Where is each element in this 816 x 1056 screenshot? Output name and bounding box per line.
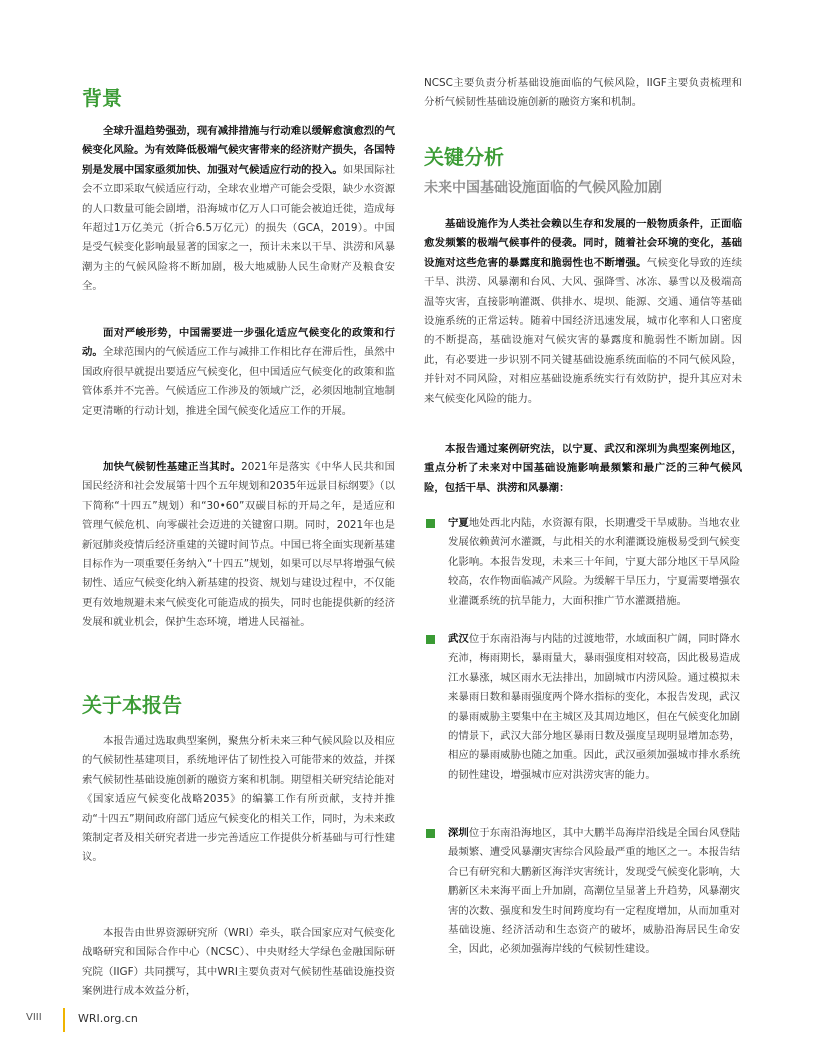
bullet-body: 位于东南沿海地区，其中大鹏半岛海岸沿线是全国台风登陆最频繁、遭受风暴潮灾害综合风险最严重的地区之一。本报告结合已有研究和大鹏新区海洋灾害统计，发现受气候变化影响，大鹏新区未来海平面上升加剧，高潮位呈显著上升趋势，风暴潮灾害的次数、强度和发生时间跨度均有一定程度增加，从而加重对基础设施、经济活动和生态资产的破坏，威胁沿海居民生命安全，因此，必须加强海岸线的气候韧性建设。 <box>448 827 741 956</box>
key-analysis-heading: 关键分析 <box>424 145 504 169</box>
about-report-heading: 关于本报告 <box>82 693 182 717</box>
bullet-text <box>448 630 740 785</box>
analysis-paragraph-1 <box>424 215 742 409</box>
page-number: VIII <box>26 1012 42 1023</box>
bullet-square-icon <box>426 635 435 644</box>
website-link[interactable]: WRI.org.cn <box>78 1012 138 1025</box>
about-paragraph-2: 本报告由世界资源研究所（WRI）牵头，联合国家应对气候变化战略研究和国际合作中心（NCSC）、中央财经大学绿色金融国际研究院（IIGF）共同撰写，其中WRI主要负责对气候韧性基础设施投资案例进行成本效益分析， <box>82 927 395 998</box>
analysis-paragraph-2 <box>424 440 742 498</box>
paragraph-body: 全球范围内的气候适应工作与减排工作相比存在滞后性，虽然中国政府很早就提出要适应气候变化，但中国适应气候变化的政策和监管体系并不完善。气候适应工作涉及的领域广泛，必须因地制宜地制定更清晰的行动计划，推进全国气候变化适应工作的开展。 <box>82 346 396 417</box>
footer-divider <box>63 1008 65 1032</box>
bullet-body: 位于东南沿海与内陆的过渡地带，水域面积广阔，同时降水充沛，梅雨期长，暴雨量大，暴雨强度相对较高，因此极易造成江水暴涨，城区雨水无法排出，加剧城市内涝风险。通过模拟未来暴雨日数和暴雨强度两个降水指标的变化，本报告发现，武汉的暴雨威胁主要集中在主城区及其周边地区，但在气候变化加剧的情景下，武汉大部分地区暴雨日数及强度呈现明显增加态势，相应的暴雨威胁也随之加重。因此，武汉亟须加强城市排水系统的韧性建设，增强城市应对洪涝灾害的能力。 <box>448 633 741 781</box>
paragraph-body: 气候变化导致的连续干旱、洪涝、风暴潮和台风、大风、强降雪、冰冻、暴雪以及极端高温等灾害，直接影响灌溉、供排水、堤坝、能源、交通、通信等基础设施系统的正常运转。随着中国经济迅速发展，城市化率和人口密度的不断提高，基础设施对气候灾害的暴露度和脆弱性不断加剧。因此，有必要进一步识别不同关键基础设施系统面临的不同气候风险，并针对不同风险，对相应基础设施系统实行有效防护，提升其应对未来气候变化风险的能力。 <box>424 256 742 405</box>
paragraph-lead: 全球升温趋势强劲，现有减排措施与行动难以缓解愈演愈烈的气候变化风险。为有效降低极端气候灾害带来的经济财产损失，各国特别是发展中国家亟须加快、加强对气候适应行动的投入。 <box>82 125 395 176</box>
background-heading: 背景 <box>82 86 122 110</box>
key-analysis-subheading: 未来中国基础设施面临的气候风险加剧 <box>424 180 662 196</box>
paragraph-lead: 加快气候韧性基建正当其时。 <box>103 461 242 473</box>
background-paragraph-1 <box>82 122 395 297</box>
about-paragraph-1: 本报告通过选取典型案例，聚焦分析未来三种气候风险以及相应的气候韧性基建项目，系统地评估了韧性投入可能带来的效益，并探索气候韧性基础设施创新的融资方案和机制。期望相关研究结论能对《国家适应气候变化战略2035》的编纂工作有所贡献，支持并推动“十四五”期间政府部门适应气候变化的相关工作，同时，为未来政策制定者及相关研究者进一步完善适应工作提供分析基础与可行性建议。 <box>82 735 395 864</box>
bullet-region-name: 武汉 <box>448 633 469 645</box>
background-paragraph-2 <box>82 324 395 421</box>
paragraph-body: 2021年是落实《中华人民共和国国民经济和社会发展第十四个五年规划和2035年远景目标纲要》（以下简称“十四五”规划）和“30•60”双碳目标的开局之年，是适应和管理气候危机、向零碳社会迈进的关键窗口期。同时，2021年也是新冠肺炎疫情后经济重建的关键时间节点。中国已将全面实现新基建目标作为一项重要任务纳入“十四五”规划，如果可以尽早将增强气候韧性、适应气候变化纳入新基建的投资、规划与建设过程中，不仅能更有效地规避未来气候变化可能造成的损失，同时也能提供新的经济发展和就业机会，保护生态环境，增进人民福祉。 <box>82 461 395 629</box>
background-paragraph-3 <box>82 458 395 633</box>
about-paragraph-2-continued: NCSC主要负责分析基础设施面临的气候风险，IIGF主要负责梳理和分析气候韧性基础设施创新的融资方案和机制。 <box>424 77 742 109</box>
bullet-square-icon <box>426 829 435 838</box>
bullet-text <box>448 514 740 611</box>
page-footer <box>26 1008 226 1032</box>
bullet-text <box>448 824 740 960</box>
paragraph-lead: 面对严峻形势，中国需要进一步强化适应气候变化的政策和行动。 <box>82 327 395 359</box>
paragraph-body: 如果国际社会不立即采取气候适应行动，全球农业增产可能会受限，缺少水资源的人口数量可能会剧增，沿海城市亿万人口可能会被迫迁徙，造成每年超过1万亿美元（折合6.5万亿元）的损失（GCA，2019）。中国是受气候变化影响最显著的国家之一，预计未来以干旱、洪涝和风暴潮为主的气候风险将不断加剧，极大地威胁人民生命财产及粮食安全。 <box>82 163 396 293</box>
bullet-square-icon <box>426 519 435 528</box>
bullet-body: 地处西北内陆，水资源有限，长期遭受干旱威胁。当地农业发展依赖黄河水灌溉，与此相关的水利灌溉设施极易受到气候变化影响。本报告发现，未来三十年间，宁夏大部分地区干旱风险较高，农作物面临减产风险。为缓解干旱压力，宁夏需要增强农业灌溉系统的抗旱能力，大面积推广节水灌溉措施。 <box>448 517 741 607</box>
bullet-region-name: 宁夏 <box>448 517 469 529</box>
paragraph-lead: 本报告通过案例研究法，以宁夏、武汉和深圳为典型案例地区，重点分析了未来对中国基础设施影响最频繁和最广泛的三种气候风险，包括干旱、洪涝和风暴潮： <box>424 443 742 494</box>
bullet-region-name: 深圳 <box>448 827 469 839</box>
paragraph-lead: 基础设施作为人类社会赖以生存和发展的一般物质条件，正面临愈发频繁的极端气候事件的侵袭。同时，随着社会环境的变化，基础设施对这些危害的暴露度和脆弱性也不断增强。 <box>424 218 742 269</box>
